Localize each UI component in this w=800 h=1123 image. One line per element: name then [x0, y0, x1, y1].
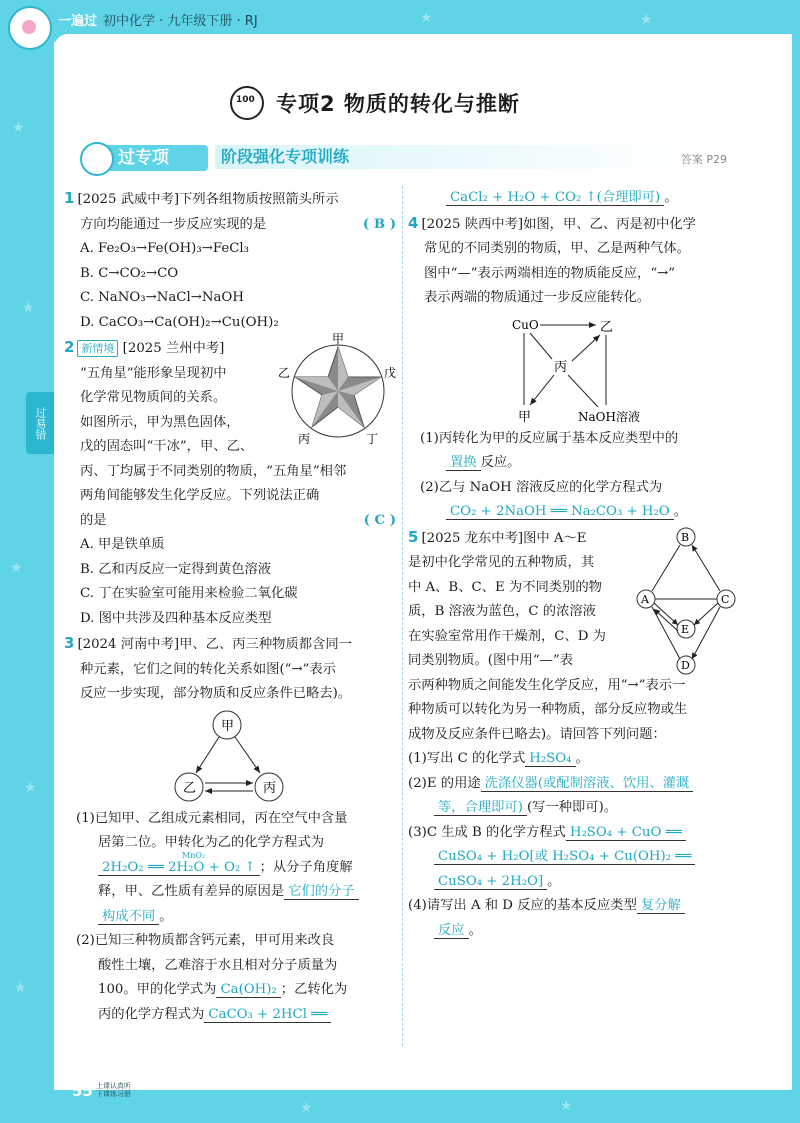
- q4-node-cuo: CuO: [512, 317, 539, 332]
- q5-line: 中 A、B、C、E 为不同类别的物: [408, 579, 602, 595]
- q5-part2: (写一种即可)。: [526, 800, 618, 815]
- q2-line: 戊的固态叫“干冰”，甲、乙、: [80, 439, 254, 454]
- q3-part1: ；从分子角度解: [259, 859, 353, 875]
- left-frame: [0, 0, 54, 1123]
- q4-line: 图中“—”表示两端相连的物质能反应，“→”: [424, 265, 676, 281]
- star-label-jia: 甲: [332, 332, 345, 346]
- q4-node-naoh: NaOH溶液: [578, 409, 640, 424]
- book-info: 初中化学 · 九年级下册 · RJ: [103, 14, 258, 29]
- q1-option-d: D. CaCO₃→Ca(OH)₂→Cu(OH)₂: [80, 314, 279, 330]
- q3-part1-answer: 它们的分子: [284, 884, 358, 900]
- badge-100-icon: [230, 86, 264, 120]
- q3-part2-equation: CaCl₂ + H₂O + CO₂ ↑(合理即可): [446, 190, 664, 206]
- q2-option-b: B. 乙和丙反应一定得到黄色溶液: [80, 561, 272, 577]
- q3-line: 反应一步实现，部分物质和反应条件已略去)。: [80, 686, 352, 701]
- q2-line: 丙、丁均属于不同类别的物质，“五角星”相邻: [80, 463, 347, 479]
- side-tab: 过易错: [26, 392, 54, 454]
- catalyst-label: MnO₂: [182, 850, 206, 860]
- q2-option-a: A. 甲是铁单质: [80, 537, 165, 552]
- q3-part2: 酸性土壤，乙难溶于水且相对分子质量为: [98, 957, 338, 973]
- star-decoration: ★: [22, 300, 35, 316]
- footer-note-line: 上课认真听: [96, 1082, 131, 1090]
- q3-line: 种元素，它们之间的转化关系如图(“→”表示: [80, 661, 336, 677]
- star-decoration: ★: [640, 12, 653, 28]
- q3-node-yi: 乙: [183, 780, 197, 796]
- q5-line: 在实验室常用作干燥剂，C、D 为: [408, 628, 606, 644]
- star-decoration: ★: [12, 120, 25, 136]
- q3-part2-equation: CaCO₃ + 2HCl ══: [204, 1007, 331, 1023]
- q5-part3-answer: CuSO₄ + 2H₂O]: [434, 874, 547, 890]
- q5-line: 质，B 溶液为蓝色，C 的浓溶液: [408, 604, 596, 619]
- right-column: CaCl₂ + H₂O + CO₂ ↑(合理即可) 。 4 [2025 陕西中考]如图，甲、乙、丙是初中化学 常见的不同类别的物质，甲、乙是两种气体。 图中“—”表示两端相连的物质能反应，“→” 表示两端的物质通过一步反应能转化。 CuO 乙 丙 甲 NaOH溶液 (1)丙转化为甲的反应属于基本反应类型中的 置换 反应。 (2)乙与 NaOH 溶液反应的化学方程式为 CO₂ + 2NaOH ══ Na₂CO₃ + H₂O 。 B A C E D 5 [2025 龙东中考]图中 A～E 是初中化学常见的五种物质，其 中 A、B、C、E 为不同类别的物 质，B 溶液为蓝色，C 的浓溶液 在实验室常用作干燥剂，C、D 为 同类别物质。(图中用“—”表 示两种物质之间能发生化学反应，用“→”表示一 种物质可以转化为另一种物质，部分反应物或生 成物及反应条件已略去)。请回答下列问题： (1)写出 C 的化学式 H₂SO₄ 。 (2)E 的用途 洗涤仪器(或配制溶液、饮用、灌溉 等，合理即可) (写一种即可)。 (3)C 生成 B 的化学方程式 H₂SO₄ + CuO ══ CuSO₄ + H₂O[或 H₂SO₄ + Cu(OH)₂ ══ CuSO₄ + 2H₂O] 。 (4)请写出 A 和 D 反应的基本反应类型 复分解 反应 。: [408, 186, 738, 943]
- footer-note-line: 下课练习册: [96, 1090, 131, 1098]
- q5-part2-answer: 洗涤仪器(或配制溶液、饮用、灌溉: [481, 776, 694, 792]
- q5-line: 是初中化学常见的五种物质，其: [408, 555, 595, 570]
- question-3: 3 [2024 河南中考]甲、乙、丙三种物质都含同一 种元素，它们之间的转化关系如图(“→”表示 反应一步实现，部分物质和反应条件已略去)。 甲 乙 丙 (1)已知甲、乙组成元素相同，丙在空气中含量 居第二位。甲转化为乙的化学方程式为 MnO₂ 2H₂O₂ ══ 2H₂O + O₂ ↑ ；从分子角度解 释，甲、乙性质有差异的原因是 它们的分子 构成不同 。 (2)已知三种物质都含钙元素，甲可用来改良 酸性土壤，乙难溶于水且相对分子质量为 100。甲的化学式为 Ca(OH)₂ ；乙转化为 丙的化学方程式为 CaCO₃ + 2HCl ══: [64, 631, 396, 1027]
- new-scenario-badge: 新情境: [77, 340, 118, 357]
- question-4: 4 [2025 陕西中考]如图，甲、乙、丙是初中化学 常见的不同类别的物质，甲、乙是两种气体。 图中“—”表示两端相连的物质能反应，“→” 表示两端的物质通过一步反应能转化。 CuO 乙 丙 甲 NaOH溶液 (1)丙转化为甲的反应属于基本反应类型中的 置换 反应。 (2)乙与 NaOH 溶液反应的化学方程式为 CO₂ + 2NaOH ══ Na₂CO₃ + H₂O 。: [408, 211, 738, 525]
- q5-line: 种物质可以转化为另一种物质，部分反应物或生: [408, 702, 688, 717]
- q5-diagram: [634, 525, 738, 677]
- q2-line: 的是: [80, 512, 107, 528]
- q2-source: [2025 兰州中考]: [122, 341, 225, 356]
- q4-diagram: [408, 311, 738, 427]
- q4-node-jia: 甲: [518, 409, 532, 425]
- right-frame: [792, 0, 800, 1123]
- footer-note: [96, 1082, 131, 1098]
- q3-part2: ；乙转化为: [280, 982, 348, 997]
- q5-line: 同类别物质。(图中用“—”表: [408, 653, 574, 668]
- q5-node-a: A: [641, 592, 649, 606]
- q4-node-yi: 乙: [600, 319, 614, 335]
- q5-node-e: E: [681, 622, 690, 636]
- q5-node-b: B: [681, 530, 690, 544]
- q5-part4-answer: 复分解: [637, 898, 685, 914]
- q1-stem-2: 方向均能通过一步反应实现的是: [80, 216, 267, 232]
- question-number: 2: [64, 338, 75, 356]
- q4-line: 表示两端的物质通过一步反应能转化。: [424, 290, 651, 305]
- q1-option-a: A. Fe₂O₃→Fe(OH)₃→FeCl₃: [80, 241, 249, 256]
- star-label-wu: 戊: [384, 366, 397, 380]
- question-1: [64, 186, 396, 335]
- q3-part1: (1)已知甲、乙组成元素相同，丙在空气中含量: [76, 810, 348, 826]
- q5-part4: (4)请写出 A 和 D 反应的基本反应类型: [408, 898, 637, 913]
- star-label-bing: 丙: [298, 432, 311, 446]
- q3-node-bing: 丙: [263, 780, 277, 796]
- q5-part3-answer: CuSO₄ + H₂O[或 H₂SO₄ + Cu(OH)₂ ══: [434, 849, 695, 865]
- star-label-ding: 丁: [366, 432, 379, 446]
- q3-part1-equation: 2H₂O₂ ══ 2H₂O + O₂ ↑: [98, 860, 260, 876]
- left-column: [64, 186, 396, 1027]
- brand-name: 一遍过: [58, 14, 98, 29]
- section-bar: [60, 142, 735, 172]
- q1-option-c: C. NaNO₃→NaCl→NaOH: [80, 290, 244, 305]
- q4-part2: (2)乙与 NaOH 溶液反应的化学方程式为: [420, 479, 663, 495]
- q4-node-bing: 丙: [554, 359, 568, 375]
- q3-part1: 释，甲、乙性质有差异的原因是: [98, 884, 285, 899]
- q3-part1: 居第二位。甲转化为乙的化学方程式为: [98, 835, 325, 850]
- question-2: [64, 332, 397, 631]
- column-divider: [402, 186, 403, 1046]
- q5-part1-answer: H₂SO₄: [525, 751, 575, 767]
- question-5: B A C E D 5 [2025 龙东中考]图中 A～E 是初中化学常见的五种物质，其 中 A、B、C、E 为不同类别的物 质，B 溶液为蓝色，C 的浓溶液 在实验室常用作干燥剂，C、D 为 同类别物质。(图中用“—”表 示两种物质之间能发生化学反应，用“→”表示一 种物质可以转化为另一种物质，部分反应物或生 成物及反应条件已略去)。请回答下列问题： (1)写出 C 的化学式 H₂SO₄ 。 (2)E 的用途 洗涤仪器(或配制溶液、饮用、灌溉 等，合理即可) (写一种即可)。 (3)C 生成 B 的化学方程式 H₂SO₄ + CuO ══ CuSO₄ + H₂O[或 H₂SO₄ + Cu(OH)₂ ══ CuSO₄ + 2H₂O] 。 (4)请写出 A 和 D 反应的基本反应类型 复分解 反应 。: [408, 525, 738, 944]
- question-number: 4: [408, 213, 419, 232]
- answer-reference: 答案 P29: [680, 153, 727, 166]
- q2-answer: ( C ): [363, 512, 396, 528]
- star-decoration: ★: [560, 1098, 573, 1114]
- star-decoration: ★: [420, 10, 433, 26]
- star-diagram: [278, 331, 398, 449]
- q5-part4-answer: 反应: [434, 923, 469, 939]
- star-decoration: ★: [10, 560, 23, 576]
- section-subtitle: 阶段强化专项训练: [215, 145, 706, 169]
- page-number: 55: [72, 1082, 93, 1100]
- header-brand: [58, 10, 258, 29]
- q4-part2-answer: CO₂ + 2NaOH ══ Na₂CO₃ + H₂O: [446, 504, 674, 520]
- q3-part2-answer: Ca(OH)₂: [216, 982, 280, 998]
- q5-node-d: D: [681, 658, 690, 672]
- q5-part2: (2)E 的用途: [408, 775, 481, 791]
- q3-part1-answer: 构成不同: [98, 909, 159, 925]
- star-label-yi: 乙: [278, 366, 291, 380]
- q2-line: 化学常见物质间的关系。: [80, 390, 227, 405]
- question-number: 5: [408, 527, 419, 546]
- q4-part1: 反应。: [480, 455, 521, 470]
- q5-line: [2025 龙东中考]图中 A～E: [421, 530, 587, 546]
- q4-part1-answer: 置换: [446, 455, 481, 471]
- q1-option-b: B. C→CO₂→CO: [80, 265, 179, 281]
- q2-line: 如图所示，甲为黑色固体，: [80, 414, 240, 430]
- q5-node-c: C: [721, 592, 730, 606]
- q3-part2: 丙的化学方程式为: [98, 1006, 205, 1022]
- q3-part2: (2)已知三种物质都含钙元素，甲可用来改良: [76, 933, 335, 948]
- mascot-icon: [80, 142, 114, 176]
- q5-part2-answer: 等，合理即可): [434, 800, 527, 816]
- q4-line: 常见的不同类别的物质，甲、乙是两种气体。: [424, 241, 690, 256]
- star-decoration: ★: [14, 980, 27, 996]
- page-title-wrap: [230, 86, 520, 120]
- q2-option-d: D. 图中共涉及四种基本反应类型: [80, 610, 272, 626]
- q2-line: 两角间能够发生化学反应。下列说法正确: [80, 488, 320, 503]
- mascot-logo: [8, 6, 52, 50]
- star-decoration: ★: [300, 1100, 313, 1116]
- q4-part1: (1)丙转化为甲的反应属于基本反应类型中的: [420, 430, 679, 446]
- section-badge: 过专项: [88, 145, 208, 171]
- q5-part3: (3)C 生成 B 的化学方程式: [408, 824, 566, 840]
- q5-line: 示两种物质之间能发生化学反应，用“→”表示一: [408, 677, 686, 693]
- q3-node-jia: 甲: [221, 718, 235, 734]
- q2-option-c: C. 丁在实验室可能用来检验二氧化碳: [80, 586, 298, 601]
- page-title: 专项2 物质的转化与推断: [276, 92, 520, 116]
- question-number: 1: [64, 189, 75, 207]
- q5-part3-answer: H₂SO₄ + CuO ══: [566, 825, 686, 841]
- q1-stem: [2025 武威中考]下列各组物质按照箭头所示: [77, 192, 339, 207]
- q3-diagram: [64, 707, 394, 807]
- q5-line: 成物及反应条件已略去)。请回答下列问题：: [408, 726, 666, 742]
- q3-line: [2024 河南中考]甲、乙、丙三种物质都含同一: [77, 637, 352, 652]
- q4-line: [2025 陕西中考]如图，甲、乙、丙是初中化学: [421, 216, 696, 232]
- question-number: 3: [64, 634, 75, 652]
- q5-part1: (1)写出 C 的化学式: [408, 751, 526, 766]
- star-decoration: ★: [24, 780, 37, 796]
- q2-line: “五角星”能形象呈现初中: [80, 365, 227, 381]
- q1-answer: ( B ): [362, 216, 396, 232]
- q3-part2: 100。甲的化学式为: [98, 982, 217, 997]
